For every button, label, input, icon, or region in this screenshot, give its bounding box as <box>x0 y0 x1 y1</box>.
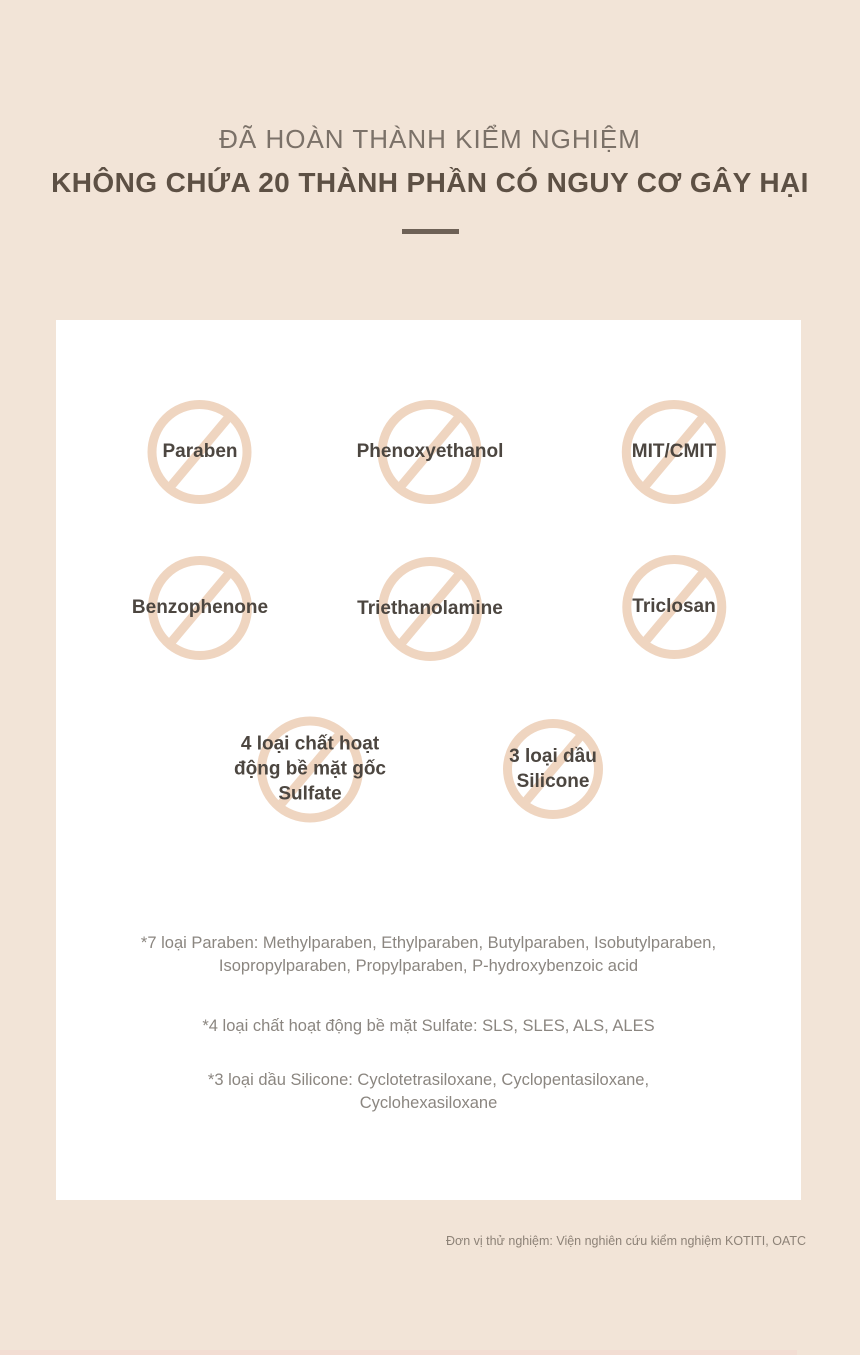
ingredient-label: 3 loại dầu Silicone <box>509 746 597 792</box>
bottom-strip <box>0 1350 797 1355</box>
banned-ingredient-triethanolamine <box>357 598 503 620</box>
banned-ingredient-sulfate-surfactants <box>226 732 394 807</box>
banned-ingredient-benzophenone <box>132 597 268 619</box>
testing-agency-note: Đơn vị thử nghiệm: Viện nghiên cứu kiểm nghiệm KOTITI, OATC <box>445 1234 806 1248</box>
footnote-parabens: *7 loại Paraben: Methylparaben, Ethylparaben, Butylparaben, Isobutylparaben, Isopropylparaben, Propylparaben, P-hydroxybenzoic acid <box>140 934 717 975</box>
ingredient-label: Benzophenone <box>131 597 269 618</box>
ingredient-label: Paraben <box>162 441 238 462</box>
banned-ingredient-phenoxyethanol <box>357 441 504 463</box>
footnote-sulfates: *4 loại chất hoạt động bề mặt Sulfate: SLS, SLES, ALS, ALES <box>202 1017 655 1035</box>
banned-ingredient-mit-cmit <box>632 441 716 463</box>
footnote-silicones: *3 loại dầu Silicone: Cyclotetrasiloxane, Cyclopentasiloxane, Cyclohexasiloxane <box>207 1071 650 1112</box>
page-title: KHÔNG CHỨA 20 THÀNH PHẦN CÓ NGUY CƠ GÂY HẠI <box>51 167 809 198</box>
title-divider <box>402 229 459 234</box>
banned-ingredient-silicone-oils <box>501 744 605 794</box>
footnotes <box>56 932 801 1115</box>
ingredient-label: Triclosan <box>632 596 716 617</box>
ingredient-label: Phenoxyethanol <box>356 441 504 462</box>
header <box>0 0 860 234</box>
ingredient-label: Triethanolamine <box>357 598 503 619</box>
ingredient-label: MIT/CMIT <box>631 441 717 462</box>
ingredients-card <box>56 320 801 1200</box>
ingredient-label: 4 loại chất hoạt động bề mặt gốc Sulfate <box>234 733 386 805</box>
banned-ingredient-triclosan <box>632 596 715 618</box>
banned-ingredient-paraben <box>163 441 238 463</box>
header-subtitle: ĐÃ HOÀN THÀNH KIỂM NGHIỆM <box>219 124 641 154</box>
